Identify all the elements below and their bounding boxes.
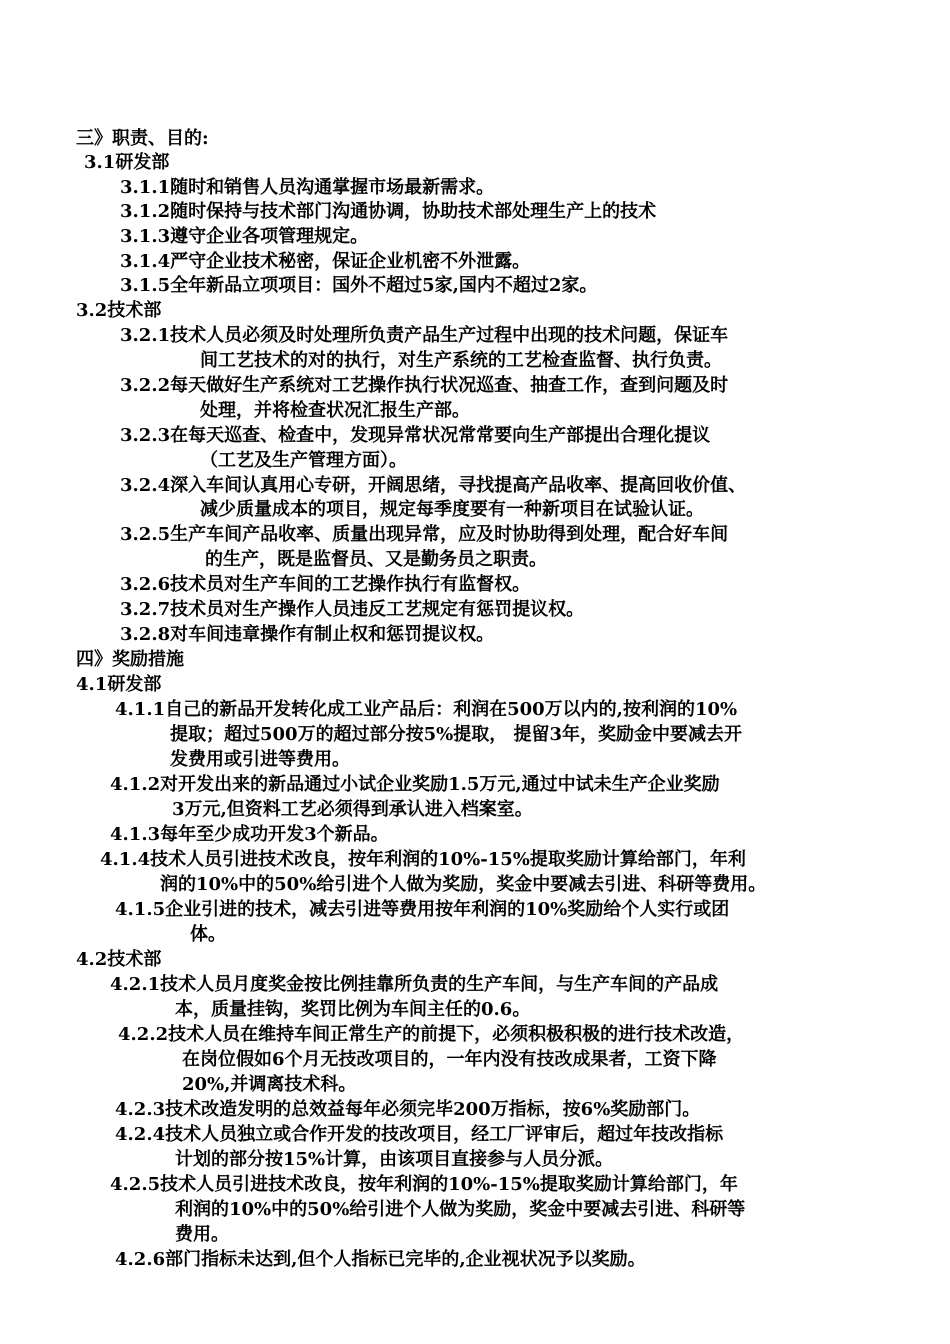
item-4-1-3: 4.1.3每年至少成功开发3个新品。: [110, 824, 389, 845]
item-3-2-2-line1: 3.2.2每天做好生产系统对工艺操作执行状况巡查、抽查工作，查到问题及时: [120, 375, 729, 396]
section-3-2-title: 3.2技术部: [76, 300, 162, 321]
item-3-2-4-line1: 3.2.4深入车间认真用心专研，开阔思绪，寻找提高产品收率、提高回收价值、: [120, 475, 747, 496]
item-3-2-5-line1: 3.2.5生产车间产品收率、质量出现异常，应及时协助得到处理，配合好车间: [120, 524, 729, 545]
item-3-2-5-line2: 的生产，既是监督员、又是勤务员之职责。: [205, 549, 547, 570]
section-3-heading: 三》职责、目的:: [76, 128, 209, 149]
item-3-2-4-line2: 减少质量成本的项目，规定每季度要有一种新项目在试验认证。: [200, 499, 704, 520]
item-4-2-6: 4.2.6部门指标未达到,但个人指标已完毕的,企业视状况予以奖励。: [115, 1249, 646, 1270]
item-4-2-4-line1: 4.2.4技术人员独立或合作开发的技改项目，经工厂评审后，超过年技改指标: [115, 1124, 724, 1145]
item-4-2-5-line1: 4.2.5技术人员引进技术改良，按年利润的10%-15%提取奖励计算给部门，年: [110, 1174, 738, 1195]
item-4-1-5-line2: 体。: [190, 924, 226, 945]
item-4-1-1-line3: 发费用或引进等费用。: [170, 749, 350, 770]
item-4-2-2-line3: 20%,并调离技术科。: [182, 1074, 357, 1095]
item-4-2-5-line2: 利润的10%中的50%给引进个人做为奖励，奖金中要减去引进、科研等: [175, 1199, 746, 1220]
item-4-2-4-line2: 计划的部分按15%计算，由该项目直接参与人员分派。: [175, 1149, 614, 1170]
item-4-1-5-line1: 4.1.5企业引进的技术，减去引进等费用按年利润的10%奖励给个人实行或团: [115, 899, 730, 920]
item-3-2-3-line1: 3.2.3在每天巡查、检查中，发现异常状况常常要向生产部提出合理化提议: [120, 425, 711, 446]
section-3-1-title: 3.1研发部: [84, 152, 170, 173]
item-4-1-2-line1: 4.1.2对开发出来的新品通过小试企业奖励1.5万元,通过中试未生产企业奖励: [110, 774, 720, 795]
item-4-1-4-line2: 润的10%中的50%给引进个人做为奖励，奖金中要减去引进、科研等费用。: [160, 874, 767, 895]
item-3-1-2: 3.1.2随时保持与技术部门沟通协调，协助技术部处理生产上的技术: [120, 201, 657, 222]
item-4-1-1-line1: 4.1.1自己的新品开发转化成工业产品后：利润在500万以内的,按利润的10%: [115, 699, 738, 720]
item-4-1-4-line1: 4.1.4技术人员引进技术改良，按年利润的10%-15%提取奖励计算给部门，年利: [100, 849, 746, 870]
item-3-1-4: 3.1.4严守企业技术秘密，保证企业机密不外泄露。: [120, 251, 531, 272]
item-4-1-1-line2: 提取；超过500万的超过部分按5%提取， 提留3年，奖励金中要减去开: [170, 724, 742, 745]
section-4-heading: 四》奖励措施: [76, 649, 184, 670]
item-4-2-5-line3: 费用。: [175, 1224, 229, 1245]
item-3-1-5: 3.1.5全年新品立项项目：国外不超过5家,国内不超过2家。: [120, 275, 598, 296]
item-4-2-3: 4.2.3技术改造发明的总效益每年必须完毕200万指标，按6%奖励部门。: [115, 1099, 701, 1120]
item-3-2-2-line2: 处理，并将检查状况汇报生产部。: [200, 400, 470, 421]
item-4-2-2-line2: 在岗位假如6个月无技改项目的，一年内没有技改成果者，工资下降: [182, 1049, 717, 1070]
section-4-2-title: 4.2技术部: [76, 949, 162, 970]
item-3-2-6: 3.2.6技术员对生产车间的工艺操作执行有监督权。: [120, 574, 531, 595]
section-4-1-title: 4.1研发部: [76, 674, 162, 695]
item-3-2-7: 3.2.7技术员对生产操作人员违反工艺规定有惩罚提议权。: [120, 599, 585, 620]
item-4-2-1-line2: 本，质量挂钩，奖罚比例为车间主任的0.6。: [175, 999, 531, 1020]
item-4-2-1-line1: 4.2.1技术人员月度奖金按比例挂靠所负责的生产车间，与生产车间的产品成: [110, 974, 719, 995]
item-4-2-2-line1: 4.2.2技术人员在维持车间正常生产的前提下，必须积极积极的进行技术改造，: [118, 1024, 745, 1045]
item-3-1-1: 3.1.1随时和销售人员沟通掌握市场最新需求。: [120, 177, 495, 198]
item-3-2-3-line2: （工艺及生产管理方面）。: [200, 450, 407, 471]
item-4-1-2-line2: 3万元,但资料工艺必须得到承认进入档案室。: [172, 799, 533, 820]
item-3-2-1-line1: 3.2.1技术人员必须及时处理所负责产品生产过程中出现的技术问题，保证车: [120, 325, 729, 346]
item-3-2-8: 3.2.8对车间违章操作有制止权和惩罚提议权。: [120, 624, 495, 645]
item-3-1-3: 3.1.3遵守企业各项管理规定。: [120, 226, 369, 247]
item-3-2-1-line2: 间工艺技术的对的执行，对生产系统的工艺检查监督、执行负责。: [200, 350, 722, 371]
